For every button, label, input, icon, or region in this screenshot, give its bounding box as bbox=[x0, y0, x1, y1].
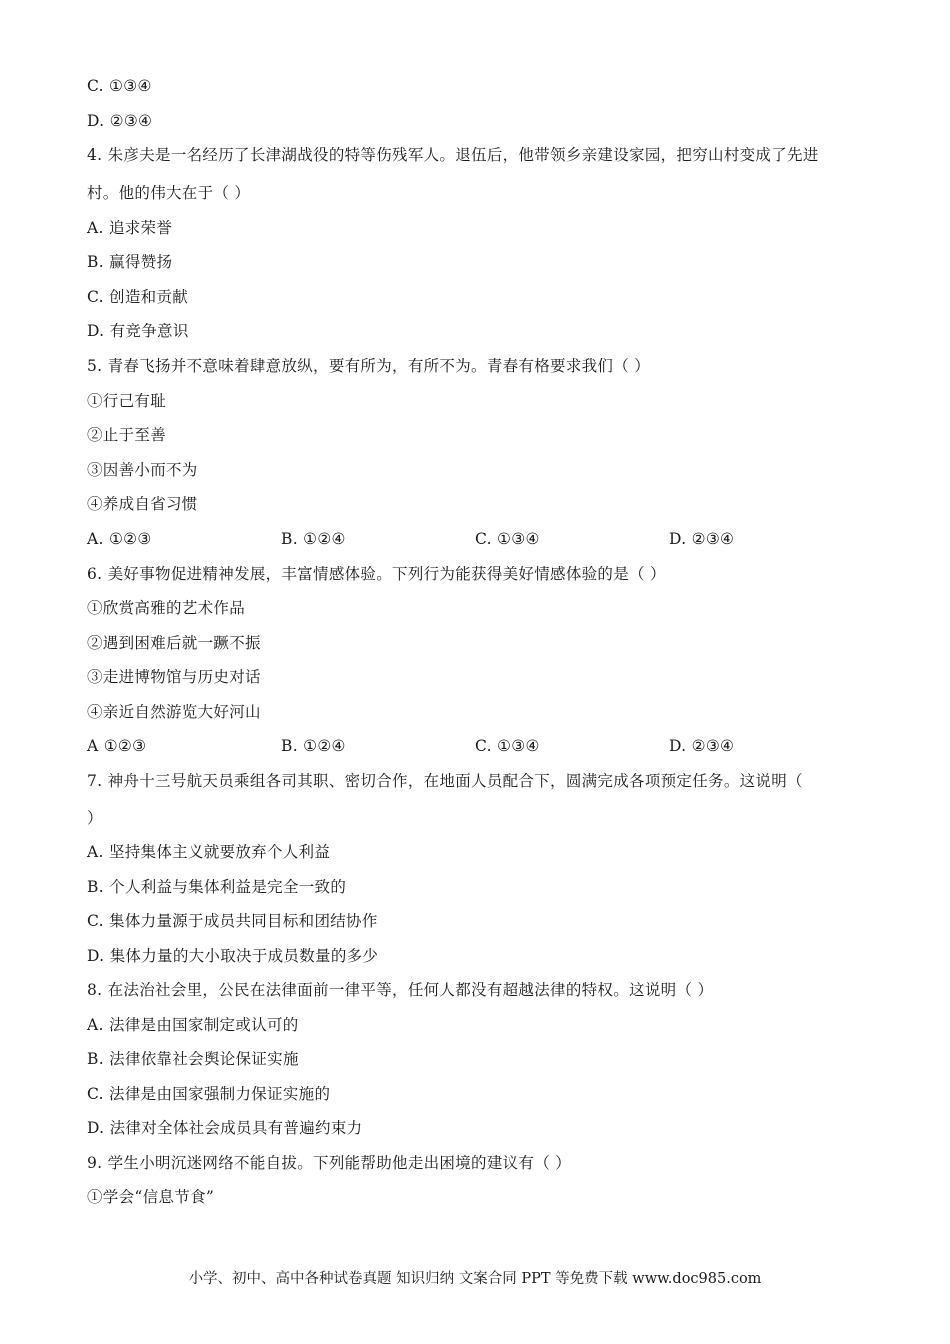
question-5-option-d: D. ②③④ bbox=[669, 530, 735, 548]
question-9-stem: 9. 学生小明沉迷网络不能自拔。下列能帮助他走出困境的建议有（ ） bbox=[87, 1154, 572, 1172]
question-7-option-d: D. 集体力量的大小取决于成员数量的多少 bbox=[87, 947, 379, 965]
question-7-stem: 7. 神舟十三号航天员乘组各司其职、密切合作，在地面人员配合下，圆满完成各项预定任务。这说明（ bbox=[87, 772, 803, 790]
question-5-option-a: A. ①②③ bbox=[87, 530, 152, 548]
page-footer: 小学、初中、高中各种试卷真题 知识归纳 文案合同 PPT 等免费下载 www.doc985.com bbox=[188, 1271, 762, 1287]
question-4-option-d: D. 有竞争意识 bbox=[87, 322, 189, 340]
question-5-options bbox=[0, 528, 950, 550]
question-8-stem: 8. 在法治社会里，公民在法律面前一律平等，任何人都没有超越法律的特权。这说明（ ） bbox=[87, 981, 714, 999]
question-6-item-3: ③走进博物馆与历史对话 bbox=[87, 668, 261, 686]
question-6-item-2: ②遇到困难后就一蹶不振 bbox=[87, 634, 261, 652]
question-4-option-a: A. 追求荣誉 bbox=[87, 219, 173, 237]
question-6-option-d: D. ②③④ bbox=[669, 737, 735, 755]
question-4-option-b: B. 赢得赞扬 bbox=[87, 253, 173, 271]
question-6-item-4: ④亲近自然游览大好河山 bbox=[87, 703, 261, 721]
question-5-item-1: ①行己有耻 bbox=[87, 392, 167, 410]
question-5-item-2: ②止于至善 bbox=[87, 426, 167, 444]
question-6-options bbox=[0, 735, 950, 757]
question-8-option-c: C. 法律是由国家强制力保证实施的 bbox=[87, 1085, 331, 1103]
question-5-stem: 5. 青春飞扬并不意味着肆意放纵，要有所为，有所不为。青春有格要求我们（ ） bbox=[87, 357, 651, 375]
question-6-option-b: B. ①②④ bbox=[281, 737, 346, 755]
question-6-item-1: ①欣赏高雅的艺术作品 bbox=[87, 599, 246, 617]
question-6-option-c: C. ①③④ bbox=[475, 737, 540, 755]
question-7-option-c: C. 集体力量源于成员共同目标和团结协作 bbox=[87, 912, 378, 930]
question-4-stem: 4. 朱彦夫是一名经历了长津湖战役的特等伤残军人。退伍后，他带领乡亲建设家园，把穷山村变成了先进 bbox=[87, 146, 819, 164]
question-5-item-3: ③因善小而不为 bbox=[87, 461, 198, 479]
question-5-option-b: B. ①②④ bbox=[281, 530, 346, 548]
prev-option-d: D. ②③④ bbox=[87, 112, 153, 130]
question-6-option-a: A ①②③ bbox=[87, 737, 147, 755]
question-8-option-a: A. 法律是由国家制定或认可的 bbox=[87, 1016, 299, 1034]
prev-option-c: C. ①③④ bbox=[87, 77, 152, 95]
question-4-stem-cont: 村。他的伟大在于（ ） bbox=[87, 184, 251, 202]
question-4-option-c: C. 创造和贡献 bbox=[87, 288, 189, 306]
question-5-item-4: ④养成自省习惯 bbox=[87, 495, 198, 513]
question-5-option-c: C. ①③④ bbox=[475, 530, 540, 548]
question-8-option-d: D. 法律对全体社会成员具有普遍约束力 bbox=[87, 1119, 363, 1137]
question-7-option-b: B. 个人利益与集体利益是完全一致的 bbox=[87, 878, 347, 896]
question-8-option-b: B. 法律依靠社会舆论保证实施 bbox=[87, 1050, 299, 1068]
question-6-stem: 6. 美好事物促进精神发展，丰富情感体验。下列行为能获得美好情感体验的是（ ） bbox=[87, 565, 666, 583]
question-7-option-a: A. 坚持集体主义就要放弃个人利益 bbox=[87, 843, 331, 861]
question-7-stem-cont: ） bbox=[87, 809, 103, 827]
question-9-item-1: ①学会“信息节食” bbox=[87, 1188, 215, 1206]
